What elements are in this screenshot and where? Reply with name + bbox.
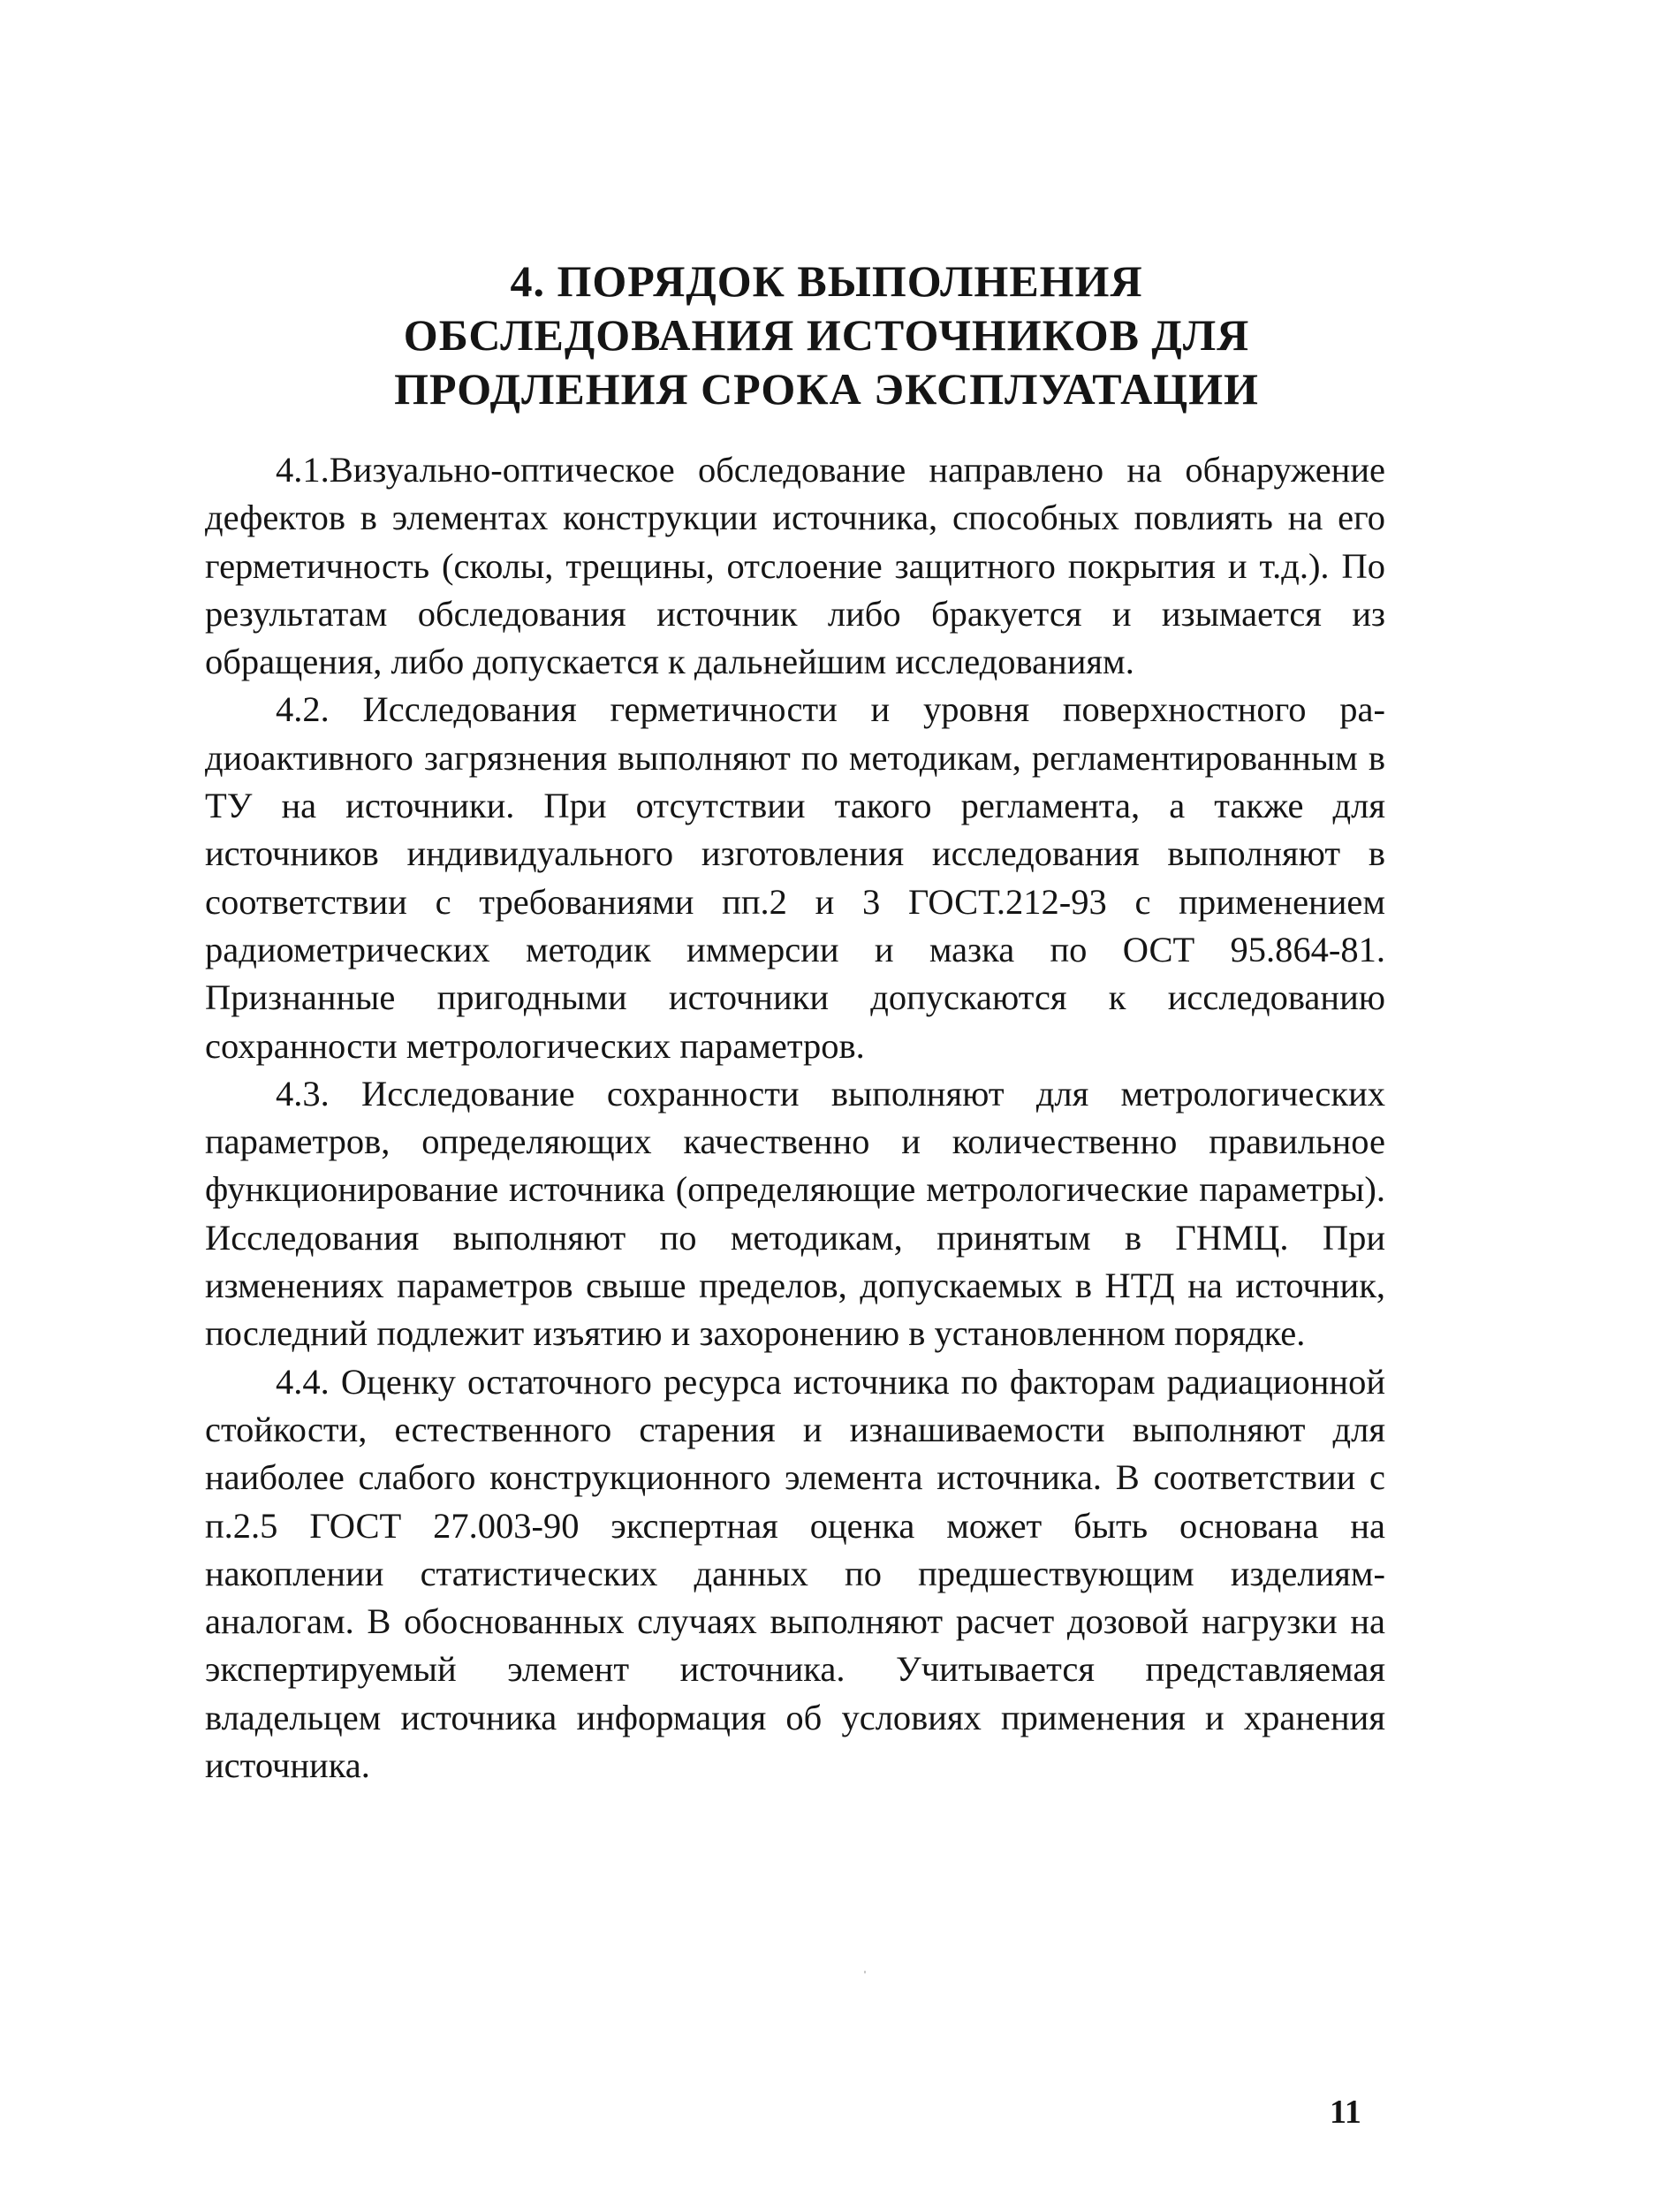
page-number: 11 (1330, 2094, 1361, 2131)
paragraph-4-3: 4.3. Исследование сохранности выполняют для метрологических параметров, определяющих качественно и количественно правильное функционирование источника (определяющие метрологические параметры). Исследования выполняют по методикам, принятым в ГНМЦ. При изменениях параметров свыше пределов, допускаемых в НТД на источник, последний подлежит изъятию и захоронению в установленном порядке. (205, 1073, 1385, 1354)
section-heading-line: 4. ПОРЯДОК ВЫПОЛНЕНИЯ (510, 256, 1143, 306)
scan-speck (864, 1971, 866, 1973)
paragraph-4-2: 4.2. Исследования герметичности и уровня поверхностного радиоактивного загрязнения выполняют по методикам, регламентированным в ТУ на источники. При отсутствии такого регламента, а также для источников индивидуального изготовления исследования выполняют в соответствии с требованиями пп.2 и 3 ГОСТ.212-93 с применением радиометрических методик иммерсии и мазка по ОСТ 95.864-81. Признанные пригодными источники допускаются к исследованию сохранности метрологических параметров. (205, 689, 1385, 1066)
body-text (205, 446, 1385, 1790)
section-heading-line: ПРОДЛЕНИЯ СРОКА ЭКСПЛУАТАЦИИ (394, 364, 1259, 414)
section-heading (0, 255, 1653, 416)
paragraph-4-4: 4.4. Оценку остаточного ресурса источника по факторам радиационной стойкости, естественного старения и изнашиваемости выполняют для наиболее слабого конструкционного элемента источника. В соответствии с п.2.5 ГОСТ 27.003-90 экспертная оценка может быть основана на накоплении статистических данных по предшествующим изделиям-аналогам. В обоснованных случаях выполняют расчет дозовой нагрузки на экспертируемый элемент источника. Учитывается представляемая владельцем источника информация об условиях применения и хранения источника. (205, 1361, 1385, 1786)
section-heading-line: ОБСЛЕДОВАНИЯ ИСТОЧНИКОВ ДЛЯ (403, 310, 1250, 360)
paragraph-4-1: 4.1.Визуально-оптическое обследование направлено на обнаружение дефектов в элементах конструкции источника, способных повлиять на его герметичность (сколы, трещины, отслоение защитного покрытия и т.д.). По результатам обследования источник либо бракуется и изымается из обращения, либо допускается к дальнейшим исследованиям. (205, 450, 1385, 682)
